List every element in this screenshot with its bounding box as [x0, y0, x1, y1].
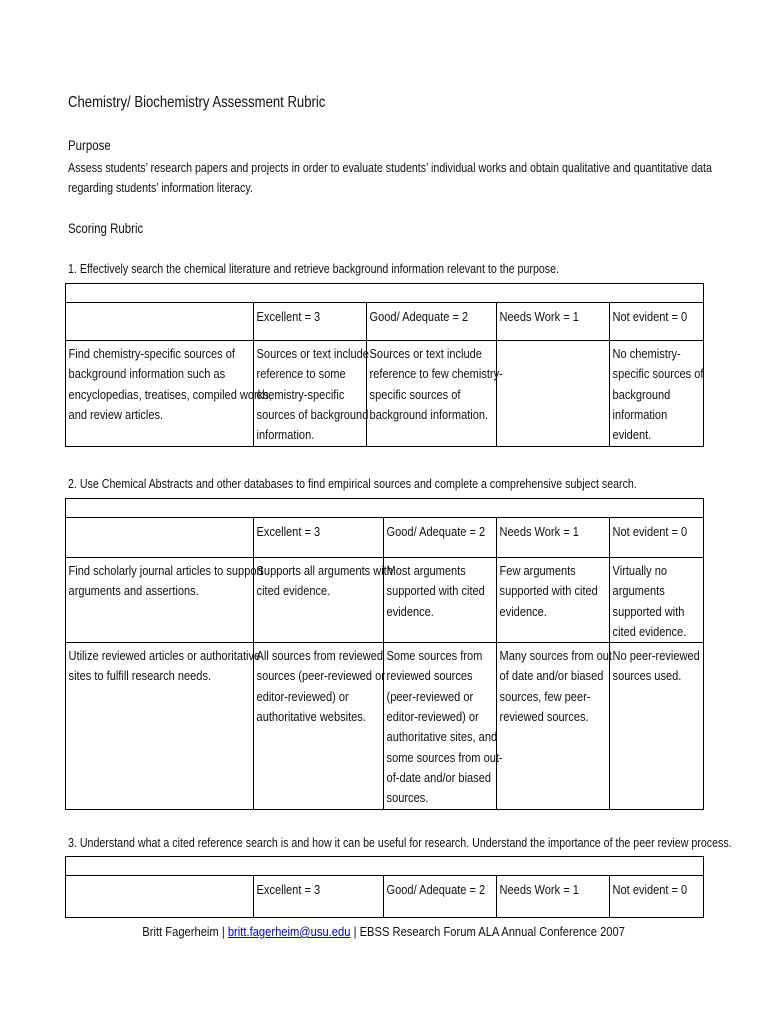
header-needs-work: Needs Work = 1 [497, 876, 610, 918]
cell-line: evidence. [499, 603, 547, 619]
header-good: Good/ Adequate = 2 [367, 303, 497, 341]
cell-line: arguments [612, 583, 665, 599]
footer-conference: | EBSS Research Forum ALA Annual Conference 2007 [353, 924, 626, 939]
cell-line: and review articles. [68, 406, 164, 422]
cell-line: background information such as [68, 366, 226, 382]
cell-line: background information. [369, 406, 489, 422]
criterion-cell [66, 558, 264, 643]
cell-line: editor-reviewed) or [386, 709, 479, 725]
scoring-rubric-heading: Scoring Rubric [68, 220, 144, 236]
purpose-text [68, 158, 712, 198]
cell-line: sources, few peer- [499, 688, 591, 704]
cell-line: authoritative websites. [256, 709, 366, 725]
header-not-evident: Not evident = 0 [610, 876, 704, 918]
good-cell [384, 643, 503, 809]
good-cell [367, 341, 503, 447]
header-excellent: Excellent = 3 [254, 518, 384, 558]
cell-line: Most arguments [386, 563, 466, 578]
purpose-line: regarding students’ information literacy. [68, 180, 253, 195]
cell-line: reference to some [256, 366, 346, 382]
cell-line: information. [256, 427, 315, 443]
cell-line: Some sources from [386, 648, 483, 664]
cell-line: of date and/or biased [499, 668, 604, 684]
cell-line: sources of background [256, 406, 369, 422]
header-good: Good/ Adequate = 2 [384, 518, 497, 558]
cell-line: sources used. [612, 668, 682, 684]
excellent-cell [254, 558, 393, 643]
page-footer [0, 924, 768, 939]
criterion-3: 3. Understand what a cited reference search is and how it can be useful for research. Understand the importance of the peer review process. [68, 835, 732, 850]
cell-line: arguments and assertions. [68, 583, 199, 599]
cell-line: editor-reviewed) or [256, 688, 349, 704]
cell-line: Utilize reviewed articles or authoritative [68, 648, 261, 664]
header-needs-work: Needs Work = 1 [497, 303, 610, 341]
excellent-cell [254, 341, 367, 447]
cell-line: supported with [612, 603, 685, 619]
cell-line: Sources or text include [256, 346, 369, 361]
table-header-row [66, 303, 704, 341]
cell-line: cited evidence. [256, 583, 331, 599]
cell-line: cited evidence. [612, 623, 687, 639]
needs-work-cell [497, 341, 610, 447]
needs-work-cell [497, 643, 610, 809]
footer-email-link[interactable]: britt.fagerheim@usu.edu [228, 924, 351, 939]
not-evident-cell [610, 643, 704, 809]
cell-line: evident. [612, 427, 652, 443]
good-cell [384, 558, 497, 643]
cell-line: sites to fulfill research needs. [68, 668, 212, 684]
header-needs-work: Needs Work = 1 [497, 518, 610, 558]
table-header-row [66, 518, 704, 558]
header-not-evident: Not evident = 0 [610, 303, 704, 341]
cell-line: information [612, 406, 668, 422]
cell-line: background [612, 386, 671, 402]
header-excellent: Excellent = 3 [254, 876, 384, 918]
cell-line: encyclopedias, treatises, compiled works, [68, 386, 272, 402]
header-good: Good/ Adequate = 2 [384, 876, 497, 918]
needs-work-cell [497, 558, 610, 643]
table-row [66, 643, 704, 809]
document-title: Chemistry/ Biochemistry Assessment Rubric [68, 94, 326, 111]
cell-line: Supports all arguments with [256, 563, 393, 578]
cell-line: specific sources of [369, 386, 461, 402]
cell-line: reviewed sources [386, 668, 473, 684]
header-excellent: Excellent = 3 [254, 303, 367, 341]
purpose-heading: Purpose [68, 137, 111, 153]
cell-line: Find chemistry-specific sources of [68, 346, 235, 361]
cell-line: sources. [386, 790, 429, 806]
cell-line: supported with cited [499, 583, 598, 599]
cell-line: supported with cited [386, 583, 485, 599]
table-blank-row [66, 857, 704, 876]
rubric-table-1 [65, 283, 704, 447]
cell-line: No peer-reviewed [612, 648, 700, 664]
criterion-cell [66, 643, 261, 809]
cell-line: No chemistry- [612, 346, 681, 361]
criterion-cell [66, 341, 272, 447]
cell-line: Many sources from out [499, 648, 612, 664]
cell-line: Find scholarly journal articles to support [68, 563, 264, 578]
cell-line: Few arguments [499, 563, 576, 578]
cell-line: some sources from out- [386, 749, 503, 765]
cell-line: specific sources of [612, 366, 704, 382]
cell-line: authoritative sites, and [386, 729, 498, 745]
cell-line: All sources from reviewed [256, 648, 384, 664]
table-header-row [66, 876, 704, 918]
table-row [66, 341, 704, 447]
purpose-line: Assess students’ research papers and projects in order to evaluate students’ individual works and obtain qualitative and quantitative data [68, 160, 712, 175]
cell-line: (peer-reviewed or [386, 688, 474, 704]
table-blank-row [66, 284, 704, 303]
cell-line: sources (peer-reviewed or [256, 668, 385, 684]
table-blank-row [66, 499, 704, 518]
footer-author: Britt Fagerheim | [142, 924, 226, 939]
table-row [66, 558, 704, 643]
cell-line: reviewed sources. [499, 709, 589, 725]
cell-line: evidence. [386, 603, 434, 619]
header-not-evident: Not evident = 0 [610, 518, 704, 558]
not-evident-cell [610, 341, 704, 447]
cell-line: chemistry-specific [256, 386, 345, 402]
cell-line: reference to few chemistry- [369, 366, 503, 382]
cell-line: Sources or text include [369, 346, 482, 361]
rubric-table-3 [65, 856, 704, 918]
not-evident-cell [610, 558, 704, 643]
cell-line: of-date and/or biased [386, 769, 491, 785]
criterion-1: 1. Effectively search the chemical literature and retrieve background information relevant to the purpose. [68, 261, 560, 276]
cell-line: Virtually no [612, 563, 668, 578]
rubric-table-2 [65, 498, 704, 810]
excellent-cell [254, 643, 384, 809]
criterion-2: 2. Use Chemical Abstracts and other databases to find empirical sources and complete a comprehensive subject search. [68, 476, 637, 491]
